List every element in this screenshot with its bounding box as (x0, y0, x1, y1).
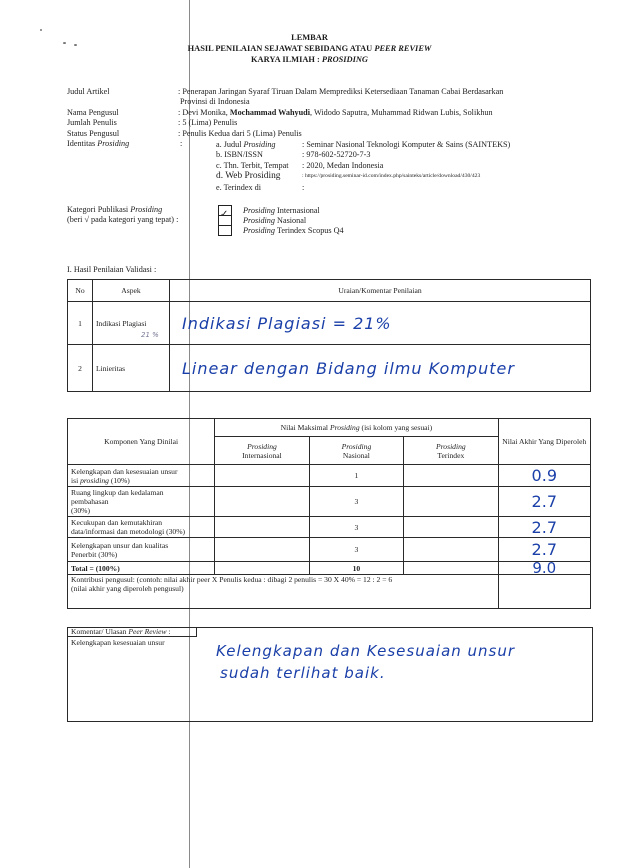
table-row (68, 302, 591, 345)
ident-d-label: d. Web Prosiding (216, 171, 281, 181)
row-aspek (93, 302, 170, 345)
kategori-opt-internasional: Prosiding Internasional (243, 206, 320, 215)
table-row (68, 487, 591, 517)
komponen-cell: Ruang lingkup dan kedalaman pembahasan (30%) (68, 487, 215, 517)
row-no: 1 (68, 302, 93, 345)
cell-internasional (215, 517, 309, 538)
check-mark-icon: ✓ (220, 209, 229, 220)
kontribusi-line1: Kontribusi pengusul: (contoh: nilai akhir peer X Penulis kedua : dibagi 2 penulis = 30 X 40% = 12 : 2 = 6 (71, 575, 393, 584)
cell-akhir: 2.7 (498, 487, 590, 517)
kontribusi-line2: (nilai akhir yang diperoleh pengusul) (71, 584, 184, 593)
jumlah-label: Jumlah Penulis (67, 118, 117, 127)
pengusul-label: Nama Pengusul (67, 108, 119, 117)
row-aspek: Linieritas (93, 345, 170, 392)
komponen-cell: Kelengkapan dan kesesuaian unsur isi prosiding (10%) (68, 465, 215, 487)
judul-label: Judul Artikel (67, 87, 110, 96)
kategori-opt-nasional: Prosiding Nasional (243, 216, 307, 225)
nilai-table (67, 418, 591, 609)
sub-terindex: Prosiding Terindex (404, 437, 498, 465)
aspek-label: Indikasi Plagiasi (96, 318, 147, 328)
nilai-max-header: Nilai Maksimal Prosiding (isi kolom yang sesuai) (215, 419, 498, 437)
ident-d-value[interactable]: : https://prosiding.seminar-id.com/index.php/sainteks/article/download/430/423 (302, 173, 481, 179)
komponen-cell: Kelengkapan unsur dan kualitas Penerbit (30%) (68, 538, 215, 562)
ident-e-label: e. Terindex di (216, 183, 261, 192)
ident-b-value: : 978-602-52720-7-3 (302, 150, 371, 159)
total-label: Total = (100%) (68, 562, 215, 575)
ident-e-value: : (302, 183, 305, 192)
ident-a-label: a. Judul Prosiding (216, 140, 276, 149)
row-komentar: Linear dengan Bidang ilmu Komputer (170, 345, 591, 392)
cell-nasional: 3 (309, 487, 403, 517)
ident-c-value: : 2020, Medan Indonesia (302, 161, 384, 170)
komentar-label: Kelengkapan kesesuaian unsur (71, 638, 165, 647)
status-value: : Penulis Kedua dari 5 (Lima) Penulis (178, 129, 302, 138)
cell-akhir: 2.7 (498, 538, 590, 562)
total-akhir: 9.0 (498, 562, 590, 575)
total-row (68, 562, 591, 575)
cell-internasional (215, 538, 309, 562)
kategori-note: (beri √ pada kategori yang tepat) : (67, 215, 179, 224)
kontribusi-cell (68, 575, 499, 609)
col-uraian-header: Uraian/Komentar Penilaian (170, 280, 591, 302)
ident-a-value: : Seminar Nasional Teknologi Komputer & Sains (SAINTEKS) (302, 140, 511, 149)
cell-nasional: 1 (309, 465, 403, 487)
table-row (68, 345, 591, 392)
jumlah-value: : 5 (Lima) Penulis (178, 118, 238, 127)
table-row (68, 517, 591, 538)
checkbox-terindex[interactable] (218, 225, 232, 236)
ident-b-label: b. ISBN/ISSN (216, 150, 263, 159)
komentar-box (67, 627, 593, 722)
total-nasional: 10 (309, 562, 403, 575)
cell-nasional: 3 (309, 517, 403, 538)
identitas-label: Identitas Prosiding (67, 139, 130, 148)
cell-nasional: 3 (309, 538, 403, 562)
nilai-akhir-header: Nilai Akhir Yang Diperoleh (498, 419, 590, 465)
doc-title-lembar: LEMBAR (291, 33, 328, 42)
judul-value-line2: Provinsi di Indonesia (180, 97, 250, 106)
doc-title-main: HASIL PENILAIAN SEJAWAT SEBIDANG ATAU PEER REVIEW (187, 44, 432, 53)
cell-terindex (404, 465, 498, 487)
status-label: Status Pengusul (67, 129, 120, 138)
kategori-opt-terindex: Prosiding Terindex Scopus Q4 (243, 226, 344, 235)
judul-value-line1: : Penerapan Jaringan Syaraf Tiruan Dalam Memprediksi Ketersediaan Tanaman Cabai Berdasarkan (178, 87, 504, 96)
nilai-header-row (68, 419, 591, 437)
col-aspek-header: Aspek (93, 280, 170, 302)
cell-akhir: 2.7 (498, 517, 590, 538)
scan-speck (40, 29, 42, 31)
section1-title: I. Hasil Penilaian Validasi : (67, 265, 157, 274)
komentar-handwriting-line2: sudah terlihat baik. (220, 664, 386, 682)
komponen-cell: Kecukupan dan kemutakhiran data/informasi dan metodologi (30%) (68, 517, 215, 538)
cell-terindex (404, 517, 498, 538)
komentar-title: Komentar/ Ulasan Peer Review : (71, 627, 171, 636)
cell-akhir: 0.9 (498, 465, 590, 487)
validasi-header-row (68, 280, 591, 302)
table-row (68, 538, 591, 562)
row-no: 2 (68, 345, 93, 392)
row-komentar: Indikasi Plagiasi = 21% (170, 302, 591, 345)
col-no-header: No (68, 280, 93, 302)
cell-terindex (404, 562, 498, 575)
komentar-handwriting-line1: Kelengkapan dan Kesesuaian unsur (216, 642, 516, 660)
ident-c-label: c. Thn. Terbit, Tempat (216, 161, 289, 170)
kontribusi-row (68, 575, 591, 609)
pengusul-value: : Devi Monika, Mochammad Wahyudi, Widodo Saputra, Muhammad Ridwan Lubis, Solikhun (178, 108, 493, 117)
komponen-header: Komponen Yang Dinilai (68, 419, 215, 465)
validasi-table (67, 279, 591, 392)
table-row (68, 465, 591, 487)
cell-internasional (215, 487, 309, 517)
kategori-label: Kategori Publikasi Prosiding (67, 205, 163, 214)
identitas-colon: : (180, 139, 183, 148)
doc-title-karya: KARYA ILMIAH : PROSIDING (251, 55, 368, 64)
kontribusi-value (498, 575, 590, 609)
cell-internasional (215, 562, 309, 575)
sub-nasional: Prosiding Nasional (309, 437, 403, 465)
plagiasi-note: 21 % (141, 331, 159, 339)
cell-terindex (404, 538, 498, 562)
cell-internasional (215, 465, 309, 487)
sub-internasional: Prosiding Internasional (215, 437, 309, 465)
cell-terindex (404, 487, 498, 517)
